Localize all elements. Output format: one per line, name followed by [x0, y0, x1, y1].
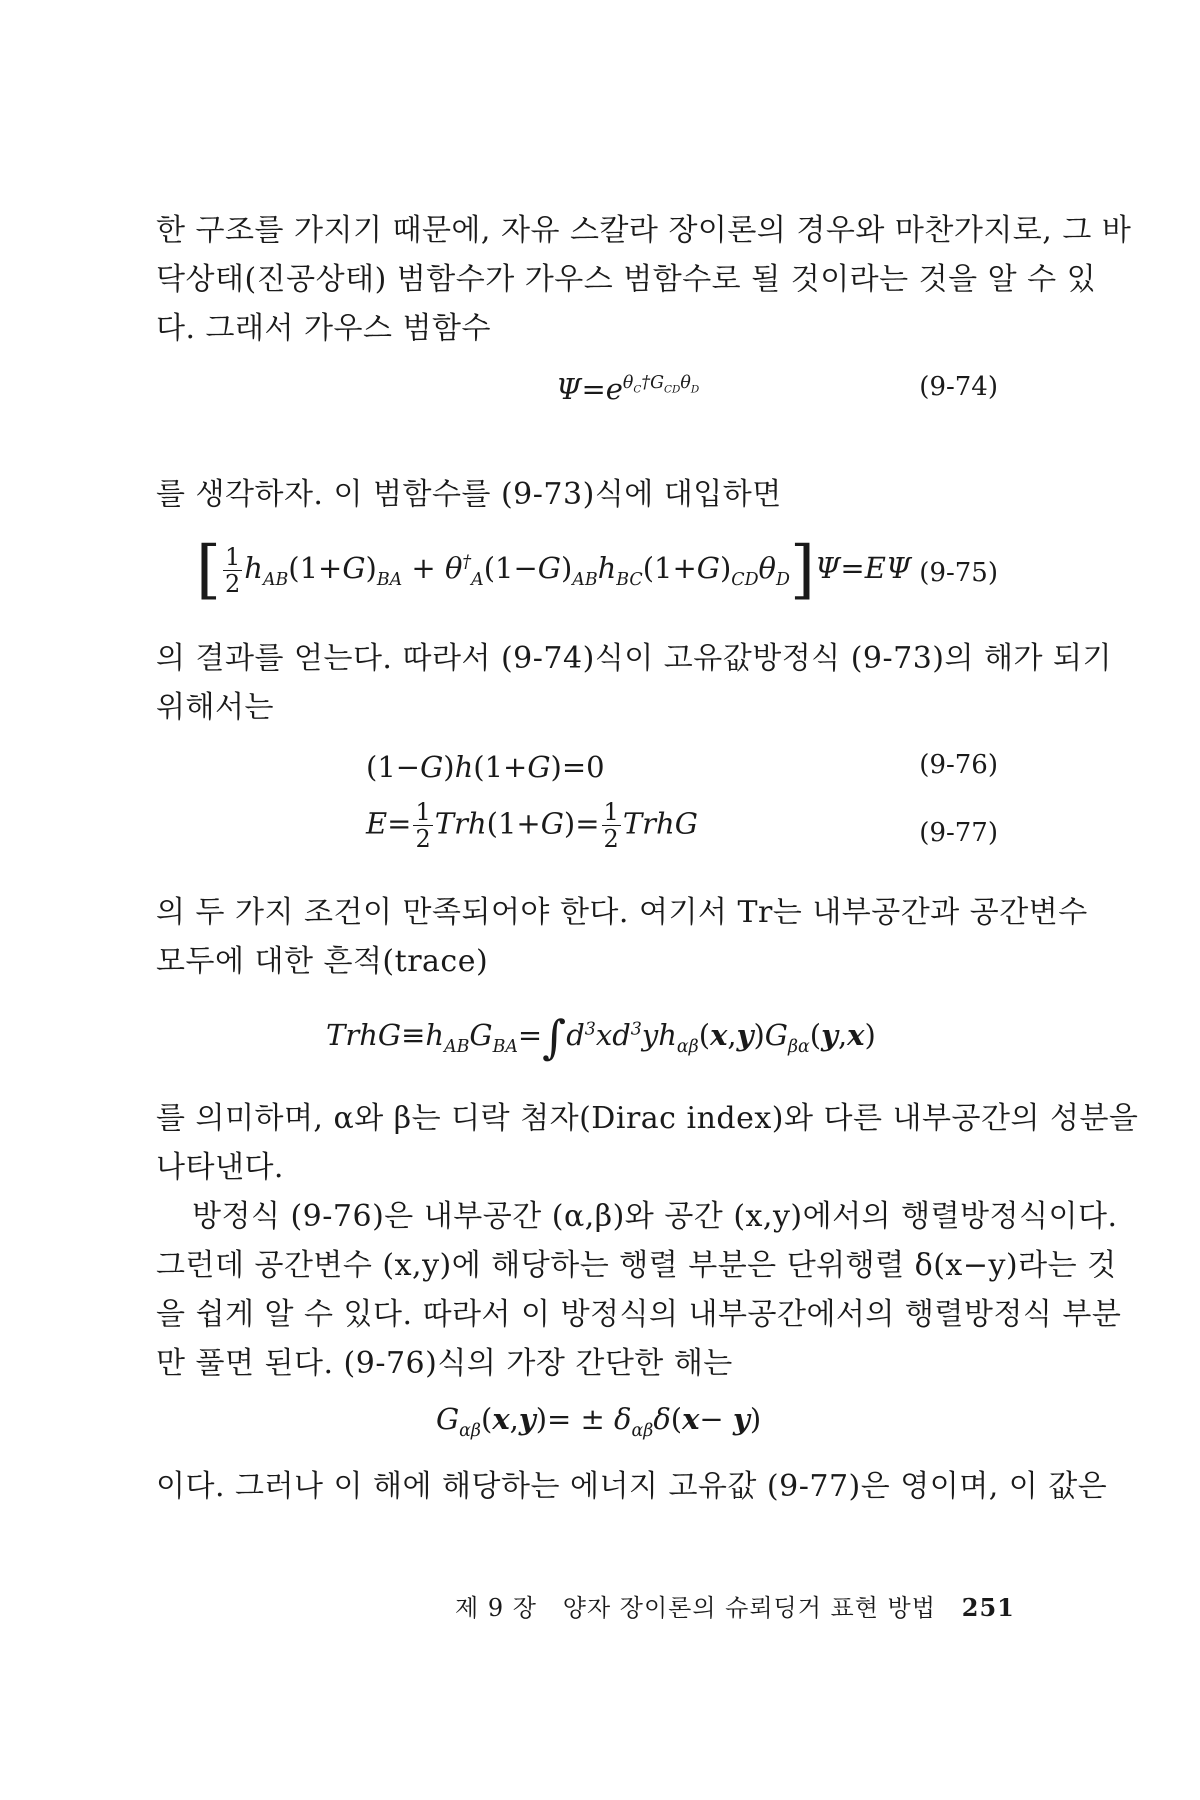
text-line: 다. 그래서 가우스 범함수: [156, 311, 491, 346]
equation-body: E= $\frac{1}{2}$ Trh(1+G)= $\frac{1}{2}$ TrhG: [366, 798, 698, 853]
equation-9-74: [156, 372, 1006, 432]
paragraph-6: [156, 1192, 1122, 1388]
paragraph-7: [156, 1462, 1108, 1511]
footer-chapter: 제 9 장: [455, 1594, 537, 1622]
equation-number: (9-75): [919, 558, 998, 588]
equation-body: $G_{\alpha\beta}(x,y)= \pm \delta_{\alpha\beta}\delta(x- y)$: [436, 1402, 762, 1441]
paragraph-4: [156, 888, 1088, 986]
equation-body: (1−G)h(1+G)=0: [366, 750, 605, 784]
paragraph-1: [156, 206, 1132, 353]
paragraph-2: [156, 470, 1006, 519]
text-line: 한 구조를 가지기 때문에, 자유 스칼라 장이론의 경우와 마찬가지로, 그 바: [156, 213, 1132, 248]
text-line: 를 의미하며, α와 β는 디락 첨자(Dirac index)와 다른 내부공간의 성분을: [156, 1101, 1139, 1136]
equation-solution: [156, 1402, 1006, 1462]
equation-number: (9-74): [919, 372, 998, 402]
text-line: 모두에 대한 흔적(trace): [156, 944, 489, 979]
text-line: 의 두 가지 조건이 만족되어야 한다. 여기서 Tr는 내부공간과 공간변수: [156, 895, 1088, 930]
equation-trace-definition: [156, 1010, 1006, 1080]
paragraph-3: [156, 634, 1112, 732]
paragraph-5: [156, 1094, 1139, 1192]
footer-title: 양자 장이론의 슈뢰딩거 표현 방법: [562, 1594, 936, 1622]
text-line: 방정식 (9-76)은 내부공간 (α,β)와 공간 (x,y)에서의 행렬방정식이다.: [192, 1199, 1118, 1234]
running-footer: [455, 1588, 1015, 1623]
text-line: 위해서는: [156, 690, 274, 725]
text-line: 나타낸다.: [156, 1150, 284, 1185]
equation-9-75: [156, 533, 1006, 618]
equation-number: (9-76): [919, 750, 998, 780]
equation-body: $TrhG\equiv h_{AB}G_{BA}=\int d^3xd^3yh_{\alpha\beta}(x,y)G_{\beta\alpha}(y,x)$: [326, 1010, 876, 1064]
text-line: 이다. 그러나 이 해에 해당하는 에너지 고유값 (9-77)은 영이며, 이 값은: [156, 1469, 1108, 1504]
equation-body: $\Psi=e^{\theta_C\dagger G_{CD}\theta_D}$: [556, 372, 700, 406]
text-line: 를 생각하자. 이 범함수를 (9-73)식에 대입하면: [156, 477, 782, 512]
text-line: 의 결과를 얻는다. 따라서 (9-74)식이 고유값방정식 (9-73)의 해가 되기: [156, 641, 1112, 676]
text-line: 만 풀면 된다. (9-76)식의 가장 간단한 해는: [156, 1346, 733, 1381]
text-line: 을 쉽게 알 수 있다. 따라서 이 방정식의 내부공간에서의 행렬방정식 부분: [156, 1297, 1122, 1332]
page-number: 251: [961, 1593, 1015, 1622]
equation-body: [ $\frac{1}{2}$ $h_{AB}(1+G)_{BA} + \theta^\dagger_A(1-G)_{AB}h_{BC}(1+G)_{CD}\theta_D]\Psi=E\Psi$: [196, 533, 912, 607]
equation-9-77: [156, 800, 1006, 870]
text-line: 그런데 공간변수 (x,y)에 해당하는 행렬 부분은 단위행렬 δ(x−y)라는 것: [156, 1248, 1117, 1283]
text-line: 닥상태(진공상태) 범함수가 가우스 범함수로 될 것이라는 것을 알 수 있: [156, 262, 1097, 297]
equation-number: (9-77): [919, 818, 998, 848]
